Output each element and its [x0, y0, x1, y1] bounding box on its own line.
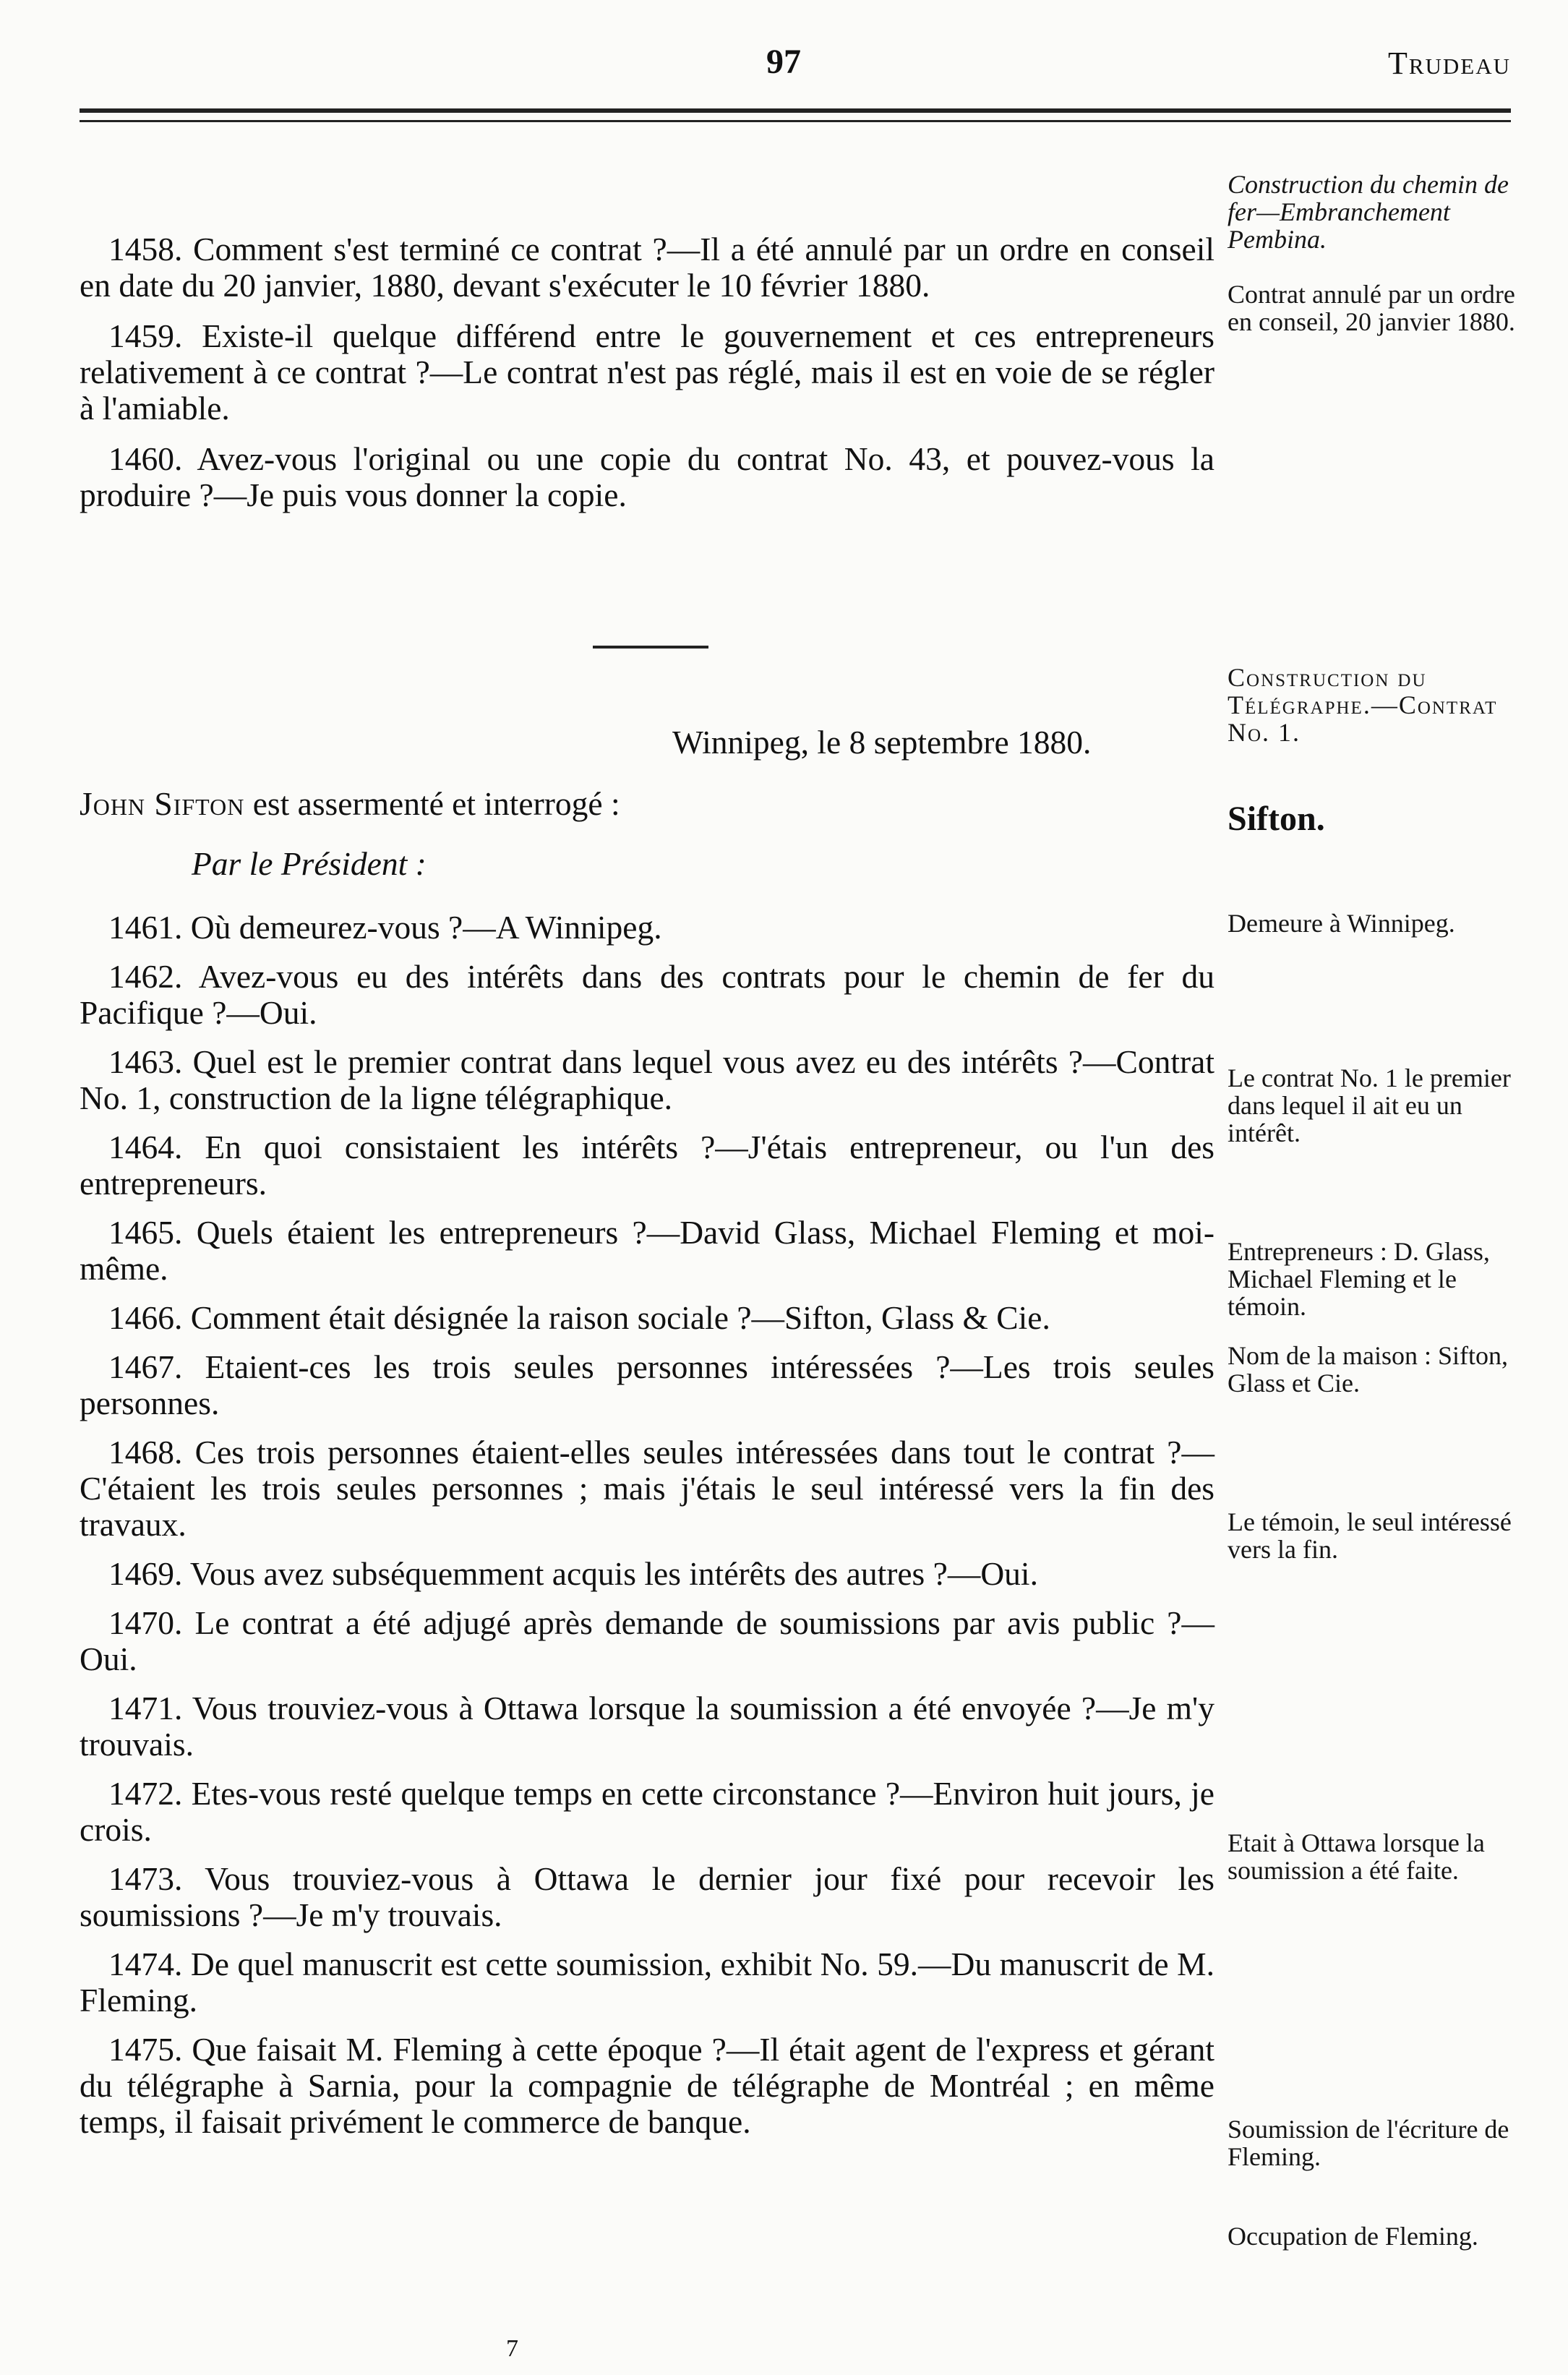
question-1464: 1464. En quoi consistaient les intérêts ?—J'étais entrepreneur, ou l'un des entrepreneurs. — [80, 1129, 1214, 1202]
margin-note-sifton: Sifton. — [1228, 800, 1325, 838]
margin-note-etait-ottawa: Etait à Ottawa lorsque la soumission a été faite. — [1228, 1828, 1485, 1885]
question-1465: 1465. Quels étaient les entrepreneurs ?—David Glass, Michael Fleming et moi-même. — [80, 1214, 1214, 1287]
dateline: Winnipeg, le 8 septembre 1880. — [672, 724, 1092, 761]
running-head: Trudeau — [1387, 46, 1511, 81]
margin-note-construction-telegraphe — [1228, 664, 1517, 746]
question-1463: 1463. Quel est le premier contrat dans lequel vous avez eu des intérêts ?—Contrat No. 1, construction de la ligne télégraphique. — [80, 1043, 1214, 1116]
question-1475: 1475. Que faisait M. Fleming à cette époque ?—Il était agent de l'express et gérant du télégraphe à Sarnia, pour la compagnie de télégraphe de Montréal ; en même temps, il faisait privément le commerce de banque. — [80, 2031, 1214, 2140]
signature-mark: 7 — [506, 2335, 518, 2362]
section-divider — [593, 646, 708, 649]
question-1466: 1466. Comment était désignée la raison sociale ?—Sifton, Glass & Cie. — [108, 1299, 1050, 1336]
witness-sworn-line — [80, 784, 620, 823]
question-1467: 1467. Etaient-ces les trois seules personnes intéressées ?—Les trois seules personnes. — [80, 1348, 1214, 1421]
question-1473: 1473. Vous trouviez-vous à Ottawa le dernier jour fixé pour recevoir les soumissions ?—Je m'y trouvais. — [80, 1860, 1214, 1933]
margin-note-contrat-annule: Contrat annulé par un ordre en conseil, 20 janvier 1880. — [1228, 280, 1515, 336]
margin-note-demeure: Demeure à Winnipeg. — [1228, 909, 1455, 938]
page-header — [80, 42, 1511, 107]
question-1472: 1472. Etes-vous resté quelque temps en cette circonstance ?—Environ huit jours, je crois. — [80, 1775, 1214, 1848]
question-1471: 1471. Vous trouviez-vous à Ottawa lorsque la soumission a été envoyée ?—Je m'y trouvais. — [80, 1690, 1214, 1763]
page-number: 97 — [766, 43, 801, 81]
question-1460: 1460. Avez-vous l'original ou une copie du contrat No. 43, et pouvez-vous la produire ?—Je puis vous donner la copie. — [80, 440, 1214, 513]
examiner-heading: Par le Président : — [192, 845, 427, 882]
question-1469: 1469. Vous avez subséquemment acquis les intérêts des autres ?—Oui. — [108, 1555, 1038, 1592]
margin-note-construction-telegraphe-text: Construction du Télégraphe.—Contrat No. 1. — [1228, 663, 1498, 747]
question-1470: 1470. Le contrat a été adjugé après demande de soumissions par avis public ?—Oui. — [80, 1604, 1214, 1677]
witness-sworn-text: est assermenté et interrogé : — [252, 785, 620, 822]
margin-note-seul-interesse: Le témoin, le seul intéressé vers la fin. — [1228, 1507, 1512, 1564]
question-1461: 1461. Où demeurez-vous ?—A Winnipeg. — [108, 909, 662, 946]
header-rule-thin — [80, 120, 1511, 122]
margin-note-entrepreneurs: Entrepreneurs : D. Glass, Michael Fleming et le témoin. — [1228, 1237, 1490, 1321]
question-1468: 1468. Ces trois personnes étaient-elles seules intéressées dans tout le contrat ?—C'étaient les trois seules personnes ; mais j'étais le seul intéressé vers la fin des travaux. — [80, 1434, 1214, 1543]
question-1458: 1458. Comment s'est terminé ce contrat ?—Il a été annulé par un ordre en conseil en date du 20 janvier, 1880, devant s'exécuter le 10 février 1880. — [80, 231, 1214, 304]
header-rule-thick — [80, 108, 1511, 113]
testimony-part-1 — [80, 231, 1214, 528]
margin-note-occupation: Occupation de Fleming. — [1228, 2222, 1478, 2251]
margin-note-contrat-premier: Le contrat No. 1 le premier dans lequel il ait eu un intérêt. — [1228, 1064, 1511, 1147]
margin-note-nom-maison: Nom de la maison : Sifton, Glass et Cie. — [1228, 1341, 1508, 1398]
testimony-part-2 — [80, 910, 1214, 2153]
witness-name: John Sifton — [80, 785, 245, 822]
margin-note-soumission-ecriture: Soumission de l'écriture de Fleming. — [1228, 2115, 1509, 2171]
question-1462: 1462. Avez-vous eu des intérêts dans des contrats pour le chemin de fer du Pacifique ?—Oui. — [80, 958, 1214, 1031]
question-1459: 1459. Existe-il quelque différend entre le gouvernement et ces entrepreneurs relativement à ce contrat ?—Le contrat n'est pas réglé, mais il est en voie de se régler à l'amiable. — [80, 317, 1214, 427]
question-1474: 1474. De quel manuscrit est cette soumission, exhibit No. 59.—Du manuscrit de M. Fleming. — [80, 1946, 1214, 2019]
margin-note-construction-chemin: Construction du chemin de fer—Embranchement Pembina. — [1228, 170, 1509, 254]
